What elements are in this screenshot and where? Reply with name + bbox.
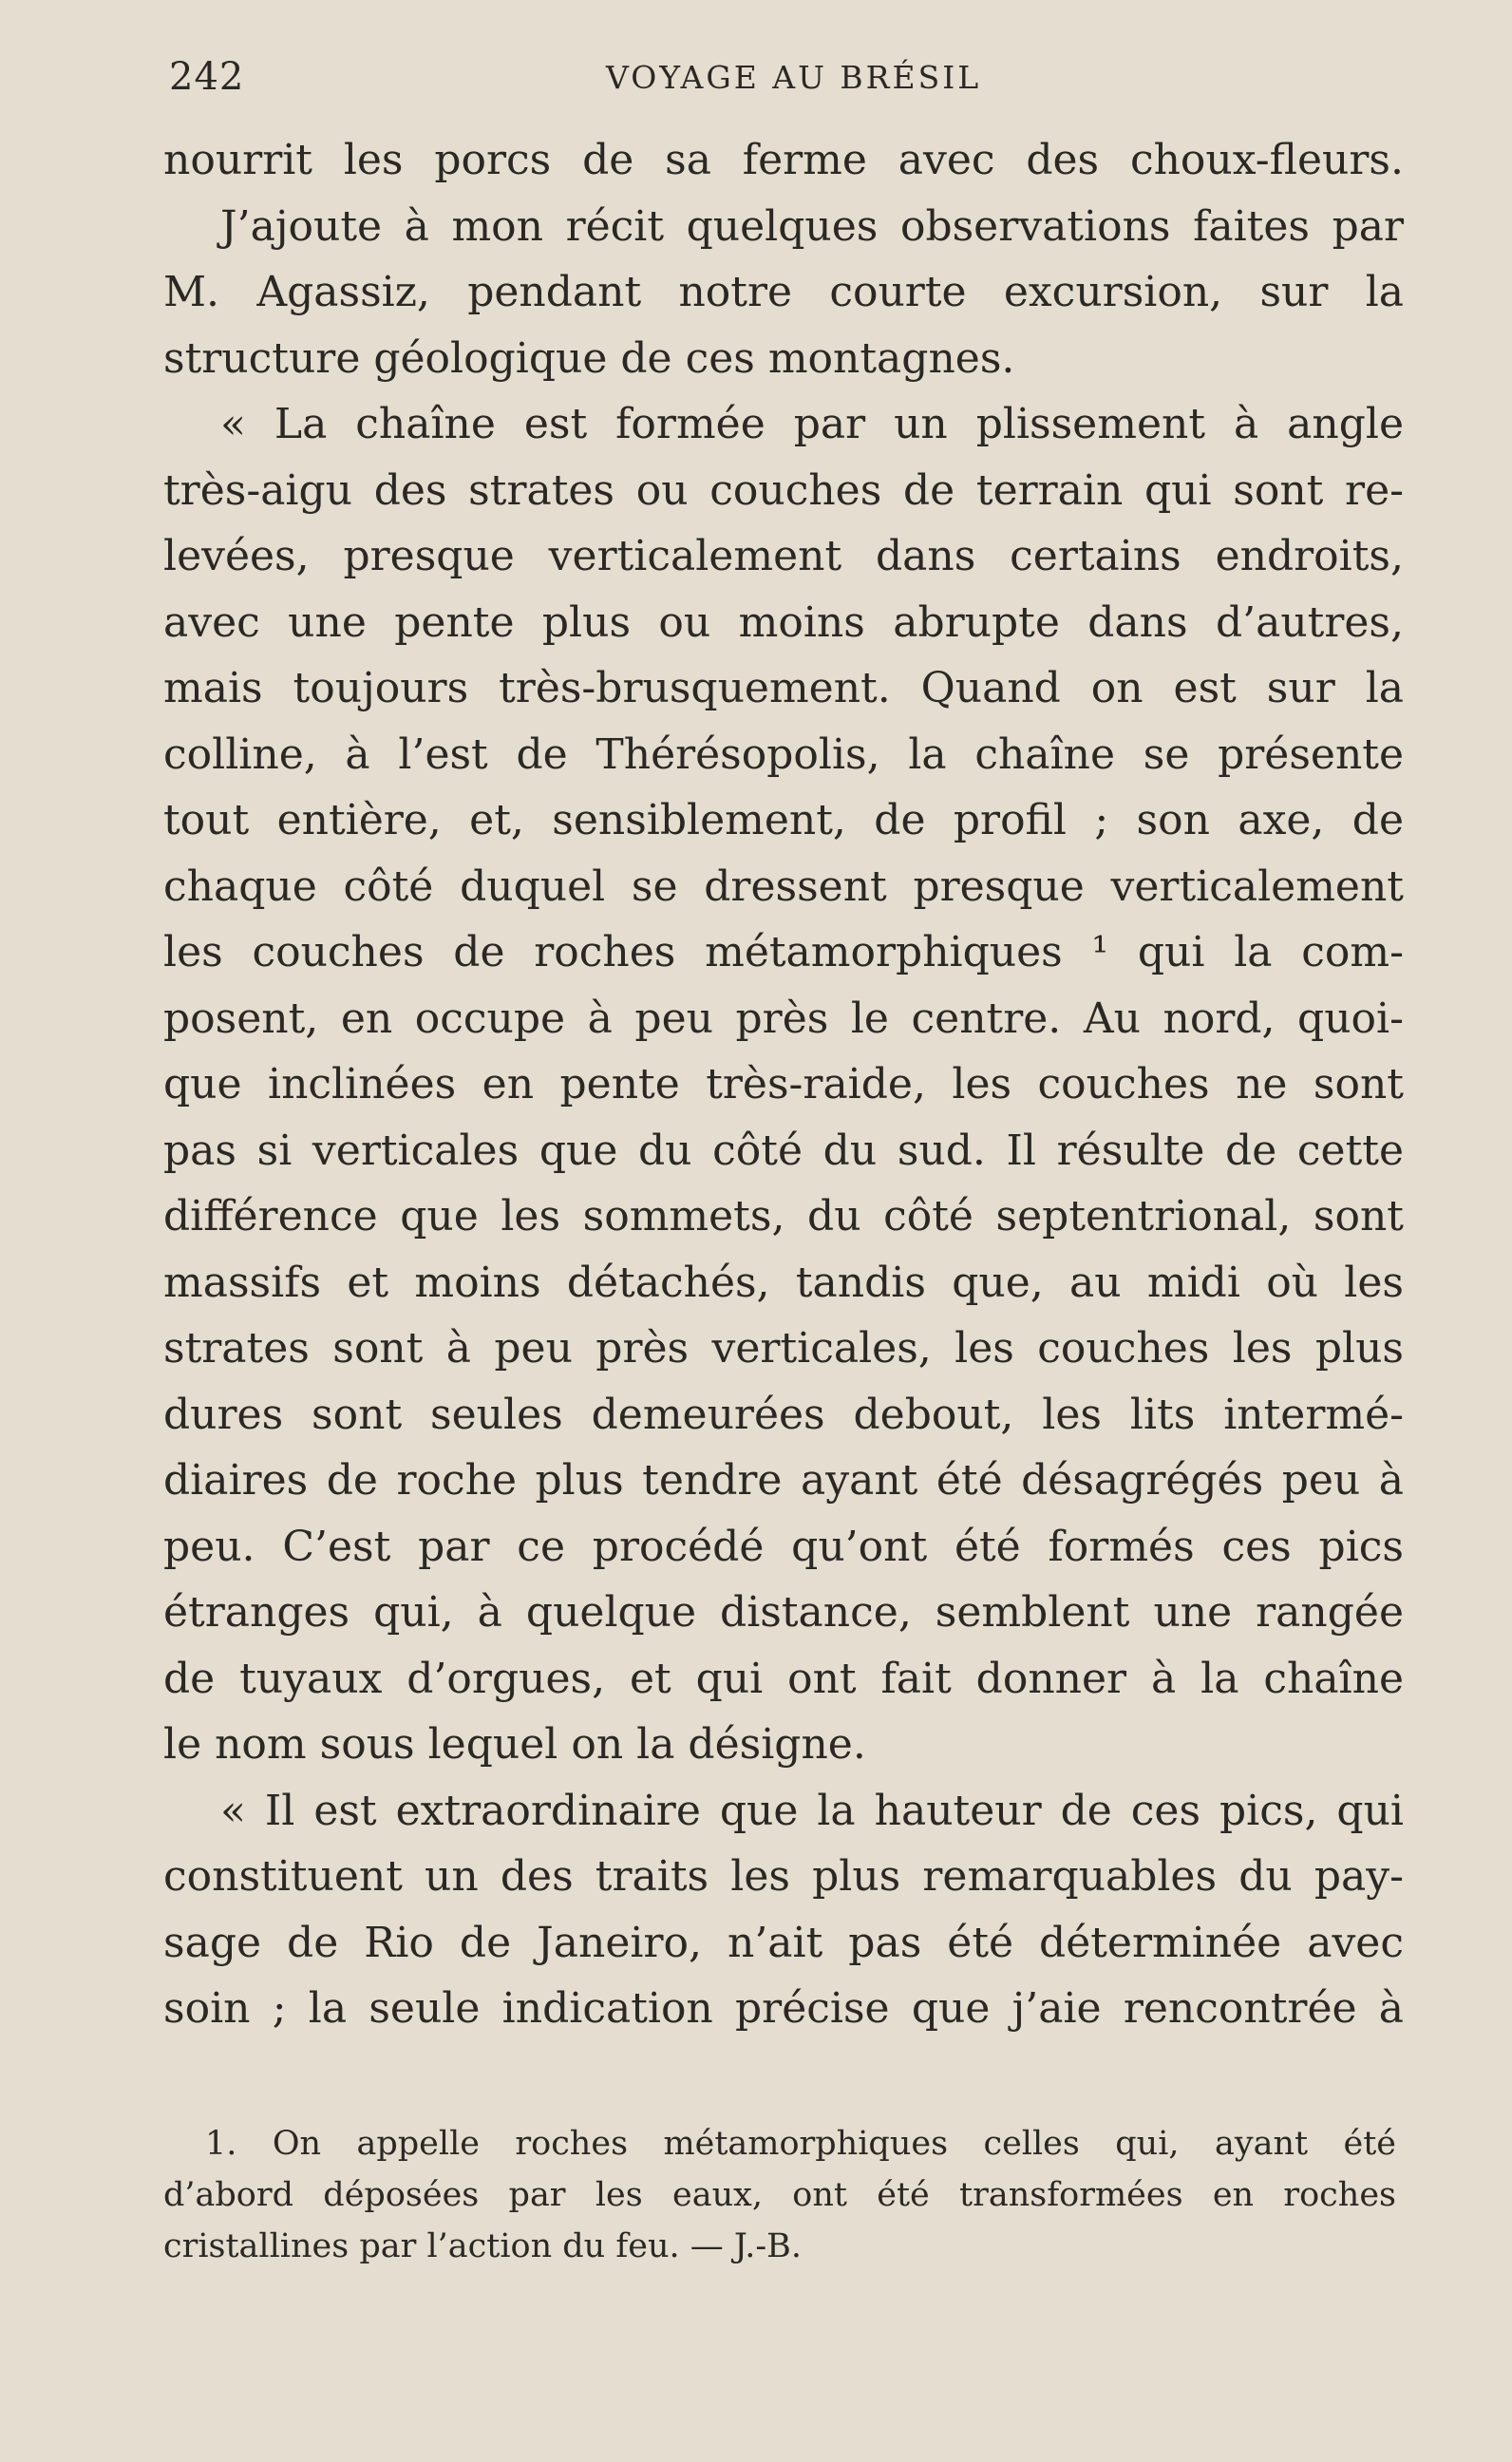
footnote-line: d’abord déposées par les eaux, ont été transformées en roches <box>163 2176 1396 2214</box>
footnote-line: 1. On appelle roches métamorphiques celles qui, ayant été <box>205 2125 1396 2163</box>
page-header <box>161 55 1406 103</box>
footnote-line: cristallines par l’action du feu. — J.-B. <box>163 2227 803 2265</box>
text-line: pas si verticales que du côté du sud. Il résulte de cette <box>163 1126 1404 1175</box>
text-line: dures sont seules demeurées debout, les lits intermé- <box>163 1390 1404 1439</box>
text-line: strates sont à peu près verticales, les couches les plus <box>163 1324 1404 1373</box>
text-line: tout entière, et, sensiblement, de profil ; son axe, de <box>163 796 1404 844</box>
text-line: de tuyaux d’orgues, et qui ont fait donner à la chaîne <box>163 1654 1404 1703</box>
text-line: massifs et moins détachés, tandis que, au midi où les <box>163 1258 1404 1307</box>
text-line: le nom sous lequel on la désigne. <box>163 1720 866 1769</box>
text-line: que inclinées en pente très-raide, les couches ne sont <box>163 1060 1404 1108</box>
running-title: VOYAGE AU BRÉSIL <box>606 59 982 96</box>
footnote <box>163 2118 1396 2272</box>
text-line: nourrit les porcs de sa ferme avec des choux-fleurs. <box>163 136 1404 184</box>
text-line: très-aigu des strates ou couches de terrain qui sont re- <box>163 465 1404 515</box>
text-line: chaque côté duquel se dressent presque verticalement <box>163 862 1404 911</box>
text-line: levées, presque verticalement dans certains endroits, <box>163 532 1404 580</box>
text-line: différence que les sommets, du côté septentrional, sont <box>163 1192 1404 1240</box>
text-line: « La chaîne est formée par un plissement à angle <box>220 400 1404 448</box>
body-text <box>163 127 1404 2042</box>
text-line: peu. C’est par ce procédé qu’ont été formés ces pics <box>163 1522 1404 1571</box>
text-line: soin ; la seule indication précise que j’aie rencontrée à <box>163 1984 1404 2033</box>
page-number: 242 <box>169 55 245 99</box>
text-line: sage de Rio de Janeiro, n’ait pas été déterminée avec <box>163 1918 1404 1967</box>
text-line: structure géologique de ces montagnes. <box>163 333 1015 383</box>
text-line: étranges qui, à quelque distance, semblent une rangée <box>163 1588 1404 1637</box>
text-line: constituent un des traits les plus remarquables du pay- <box>163 1852 1404 1901</box>
text-line: J’ajoute à mon récit quelques observations faites par <box>220 201 1404 251</box>
text-line: colline, à l’est de Thérésopolis, la chaîne se présente <box>163 729 1404 779</box>
text-line: avec une pente plus ou moins abrupte dans d’autres, <box>163 597 1404 647</box>
text-line: les couches de roches métamorphiques ¹ qui la com- <box>163 928 1404 976</box>
text-line: « Il est extraordinaire que la hauteur de ces pics, qui <box>220 1786 1404 1835</box>
text-line: M. Agassiz, pendant notre courte excursion, sur la <box>163 268 1404 316</box>
text-line: posent, en occupe à peu près le centre. Au nord, quoi- <box>163 994 1404 1043</box>
text-line: mais toujours très-brusquement. Quand on est sur la <box>163 664 1404 712</box>
text-line: diaires de roche plus tendre ayant été désagrégés peu à <box>163 1456 1404 1505</box>
